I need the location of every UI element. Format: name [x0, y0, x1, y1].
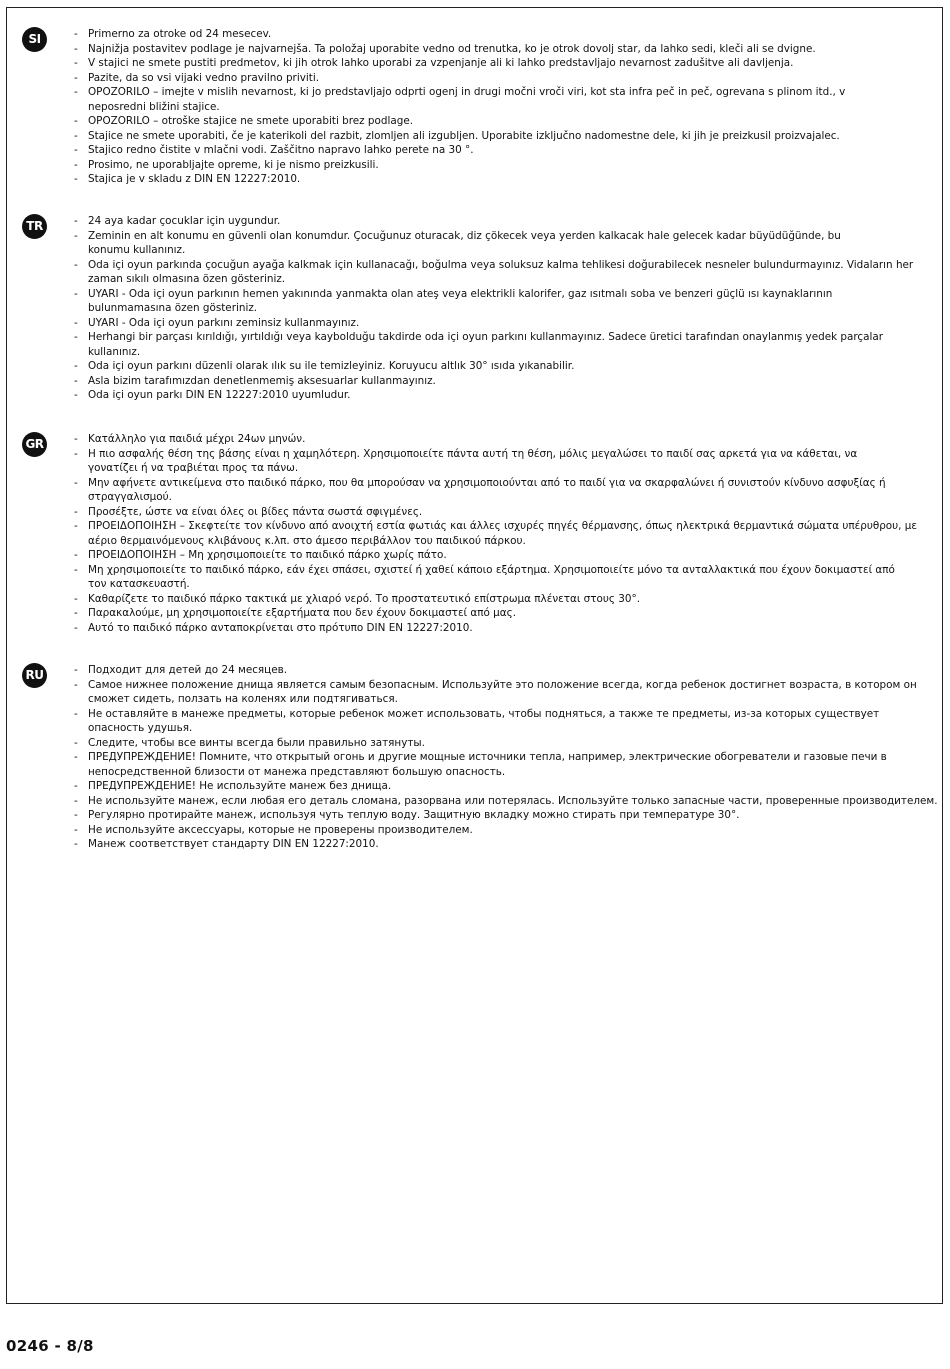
language-badge-gr: GR: [22, 432, 47, 457]
list-item: - Κατάλληλο για παιδιά μέχρι 24ων μηνών.: [74, 433, 306, 445]
list-item: - Prosimo, ne uporabljajte opreme, ki je nismo preizkusili.: [74, 158, 379, 171]
list-item: - Μη χρησιμοποιείτε το παιδικό πάρκο, εάν έχει σπάσει, σχιστεί ή χαθεί κάποιο εξάρτημα. Χρησιμοποιείτε μόνο τα ανταλλακτικά που έχουν δοκιμαστεί από τον κατασκευαστή.: [74, 563, 895, 590]
list-item: - OPOZORILO – imejte v mislih nevarnost, ki jo predstavljajo odprti ogenj in drugi močni vroči viri, kot sta infra peč in peč, ogrevana s plinom itd., v neposredni bližini stajice.: [74, 86, 846, 113]
instruction-list: [72, 432, 942, 635]
list-item: - Stajice ne smete uporabiti, če je katerikoli del razbit, zlomljen ali izgubljen. Uporabite izključno nadomestne dele, ki jih je preizkusil proizvajalec.: [74, 129, 840, 142]
list-item: - ΠΡΟΕΙΔΟΠΟΙΗΣΗ – Μη χρησιμοποιείτε το παιδικό πάρκο χωρίς πάτο.: [74, 549, 447, 561]
language-badge-tr: TR: [22, 214, 47, 239]
language-badge-si: SI: [22, 27, 47, 52]
list-item: - Следите, чтобы все винты всегда были правильно затянуты.: [74, 736, 425, 749]
list-item: - Προσέξτε, ώστε να είναι όλες οι βίδες πάντα σωστά σφιγμένες.: [74, 505, 423, 518]
list-item: - Манеж соответствует стандарту DIN EN 12227:2010.: [74, 838, 379, 850]
list-item: - Не используйте манеж, если любая его деталь сломана, разорвана или потерялась. Используйте только запасные части, проверенные производителем.: [74, 794, 938, 807]
list-item: - Najnižja postavitev podlage je najvarnejša. Ta položaj uporabite vedno od trenutka, ko je otrok dovolj star, da lahko sedi, kleči ali se dvigne.: [74, 42, 816, 55]
list-item: - ΠΡΟΕΙΔΟΠΟΙΗΣΗ – Σκεφτείτε τον κίνδυνο από ανοιχτή εστία φωτιάς και άλλες ισχυρές πηγές θέρμανσης, όπως ηλεκτρικά θερμαντικά σώματα υπέρυθρου, με αέριο θερμαινόμενους κλιβάνους κ.λπ. στο άμεσο περιβάλλον του παιδικού πάρκου.: [74, 520, 918, 547]
list-item: - Регулярно протирайте манеж, используя чуть теплую воду. Защитную вкладку можно стирать при температуре 30°.: [74, 809, 740, 821]
list-item: - Подходит для детей до 24 месяцев.: [74, 664, 288, 676]
list-item: - Самое нижнее положение днища является самым безопасным. Используйте это положение всегда, когда ребенок достигнет возраста, в котором он сможет сидеть, ползать на коленях или подтягиваться.: [74, 678, 917, 705]
list-item: - ПРЕДУПРЕЖДЕНИЕ! Не используйте манеж без днища.: [74, 780, 392, 792]
list-item: - OPOZORILO – otroške stajice ne smete uporabiti brez podlage.: [74, 115, 414, 127]
list-item: - V stajici ne smete pustiti predmetov, ki jih otrok lahko uporabi za vzpenjanje ali ki lahko predstavljajo nevarnost zadušitve ali davljenja.: [74, 57, 794, 69]
list-item: - Η πιο ασφαλής θέση της βάσης είναι η χαμηλότερη. Χρησιμοποιείτε πάντα αυτή τη θέση, μόλις μεγαλώσει το παιδί σας αρκετά για να κάθεται, να γονατίζει ή να τραβιέται προς τα πάνω.: [74, 447, 858, 474]
list-item: - Zeminin en alt konumu en güvenli olan konumdur. Çocuğunuz oturacak, diz çökecek veya yerden kalkacak hale gelecek kadar büyüdüğünde, bu konumu kullanınız.: [74, 229, 841, 256]
list-item: - Herhangi bir parçası kırıldığı, yırtıldığı veya kaybolduğu takdirde oda içi oyun parkını kullanmayınız. Sadece üretici tarafından onaylanmış yedek parçalar kullanınız.: [74, 331, 884, 358]
list-item: - UYARI - Oda içi oyun parkını zeminsiz kullanmayınız.: [74, 316, 360, 329]
list-item: - Oda içi oyun parkı DIN EN 12227:2010 uyumludur.: [74, 389, 351, 401]
list-item: - Не оставляйте в манеже предметы, которые ребенок может использовать, чтобы подняться, а также те предметы, из-за которых существует опасность удушья.: [74, 707, 880, 734]
page-frame: [6, 7, 943, 1304]
list-item: - ПРЕДУПРЕЖДЕНИЕ! Помните, что открытый огонь и другие мощные источники тепла, например, электрические обогреватели и газовые печи в непосредственной близости от манежа представляют большую опасность.: [74, 751, 887, 778]
list-item: - Καθαρίζετε το παιδικό πάρκο τακτικά με χλιαρό νερό. Το προστατευτικό επίστρωμα πλένεται στους 30°.: [74, 592, 640, 605]
list-item: - 24 aya kadar çocuklar için uygundur.: [74, 215, 281, 227]
list-item: - Oda içi oyun parkında çocuğun ayağa kalkmak için kullanacağı, boğulma veya soluksuz kalma tehlikesi doğurabilecek nesneler bulundurmayınız. Vidaların her zaman sıkılı olmasına özen gösteriniz.: [74, 258, 914, 285]
page-number: 0246 - 8/8: [6, 1337, 94, 1355]
list-item: - Stajica je v skladu z DIN EN 12227:2010.: [74, 173, 301, 185]
list-item: - UYARI - Oda içi oyun parkının hemen yakınında yanmakta olan ateş veya elektrikli kalorifer, gaz ısıtmalı soba ve benzeri güçlü ısı kaynaklarının bulunmamasına özen gösteriniz.: [74, 287, 833, 314]
instruction-list: [72, 214, 942, 403]
list-item: - Oda içi oyun parkını düzenli olarak ılık su ile temizleyiniz. Koruyucu altlık 30° ısıda yıkanabilir.: [74, 360, 575, 372]
list-item: - Primerno za otroke od 24 mesecev.: [74, 28, 272, 40]
list-item: - Μην αφήνετε αντικείμενα στο παιδικό πάρκο, που θα μπορούσαν να χρησιμοποιούνται από το παιδί για να σκαρφαλώνει ή συνιστούν κίνδυνο ασφυξίας ή στραγγαλισμού.: [74, 476, 886, 503]
list-item: - Stajico redno čistite v mlačni vodi. Zaščitno napravo lahko perete na 30 °.: [74, 144, 474, 156]
list-item: - Παρακαλούμε, μη χρησιμοποιείτε εξαρτήματα που δεν έχουν δοκιμαστεί από μας.: [74, 607, 517, 619]
list-item: - Не используйте аксессуары, которые не проверены производителем.: [74, 823, 473, 836]
list-item: - Pazite, da so vsi vijaki vedno pravilno priviti.: [74, 71, 320, 84]
instruction-list: [72, 663, 942, 852]
list-item: - Asla bizim tarafımızdan denetlenmemiş aksesuarlar kullanmayınız.: [74, 374, 436, 387]
instruction-list: [72, 27, 942, 187]
list-item: - Αυτό το παιδικό πάρκο ανταποκρίνεται στο πρότυπο DIN EN 12227:2010.: [74, 621, 473, 634]
language-badge-ru: RU: [22, 663, 47, 688]
